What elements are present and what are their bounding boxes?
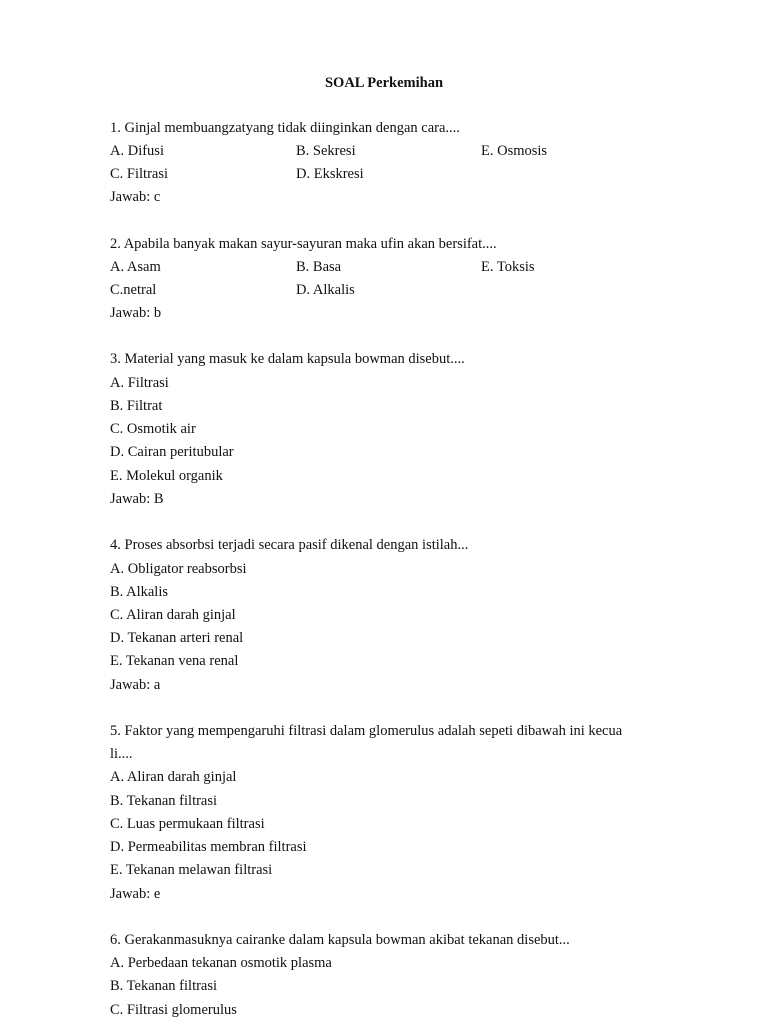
question-2-option-e: E. Toksis: [481, 259, 535, 275]
question-1-option-a: A. Difusi: [110, 143, 164, 159]
question-3-answer: Jawab: B: [110, 491, 164, 507]
question-5-option-d: D. Permeabilitas membran filtrasi: [110, 839, 307, 855]
question-4-answer: Jawab: a: [110, 677, 161, 693]
question-4-option-a: A. Obligator reabsorbsi: [110, 561, 247, 577]
question-2-option-a: A. Asam: [110, 259, 161, 275]
question-6-option-c: C. Filtrasi glomerulus: [110, 1002, 237, 1018]
question-5-option-b: B. Tekanan filtrasi: [110, 793, 218, 809]
question-1-option-d: D. Ekskresi: [296, 166, 364, 182]
question-5-text-line-1: 5. Faktor yang mempengaruhi filtrasi dalam glomerulus adalah sepeti dibawah ini kecua: [110, 723, 623, 739]
question-3-option-e: E. Molekul organik: [110, 468, 223, 484]
question-6-option-b: B. Tekanan filtrasi: [110, 978, 218, 994]
question-4-text: 4. Proses absorbsi terjadi secara pasif dikenal dengan istilah...: [110, 537, 469, 553]
question-2-answer: Jawab: b: [110, 305, 162, 321]
question-2-text: 2. Apabila banyak makan sayur-sayuran maka ufin akan bersifat....: [110, 236, 497, 252]
question-6-text: 6. Gerakanmasuknya cairanke dalam kapsula bowman akibat tekanan disebut...: [110, 932, 570, 948]
question-1-option-b: B. Sekresi: [296, 143, 356, 159]
document-title: SOAL Perkemihan: [324, 75, 444, 91]
question-3-option-b: B. Filtrat: [110, 398, 163, 414]
question-5-answer: Jawab: e: [110, 886, 161, 902]
question-4-option-b: B. Alkalis: [110, 584, 169, 600]
question-2-option-b: B. Basa: [296, 259, 342, 275]
question-5-option-c: C. Luas permukaan filtrasi: [110, 816, 265, 832]
question-3-option-d: D. Cairan peritubular: [110, 444, 234, 460]
question-1-text: 1. Ginjal membuangzatyang tidak diinginkan dengan cara....: [110, 120, 460, 136]
question-5-text-line-2: li....: [110, 746, 133, 762]
question-3-option-c: C. Osmotik air: [110, 421, 196, 437]
question-2-option-d: D. Alkalis: [296, 282, 355, 298]
question-4-option-e: E. Tekanan vena renal: [110, 653, 239, 669]
question-3-text: 3. Material yang masuk ke dalam kapsula bowman disebut....: [110, 351, 465, 367]
question-1-option-c: C. Filtrasi: [110, 166, 169, 182]
question-5-option-a: A. Aliran darah ginjal: [110, 769, 237, 785]
question-2-option-c: C.netral: [110, 282, 157, 298]
question-4-option-d: D. Tekanan arteri renal: [110, 630, 244, 646]
question-1-option-e: E. Osmosis: [481, 143, 548, 159]
question-6-option-a: A. Perbedaan tekanan osmotik plasma: [110, 955, 332, 971]
question-1-answer: Jawab: c: [110, 189, 161, 205]
question-3-option-a: A. Filtrasi: [110, 375, 169, 391]
question-4-option-c: C. Aliran darah ginjal: [110, 607, 236, 623]
question-5-option-e: E. Tekanan melawan filtrasi: [110, 862, 273, 878]
